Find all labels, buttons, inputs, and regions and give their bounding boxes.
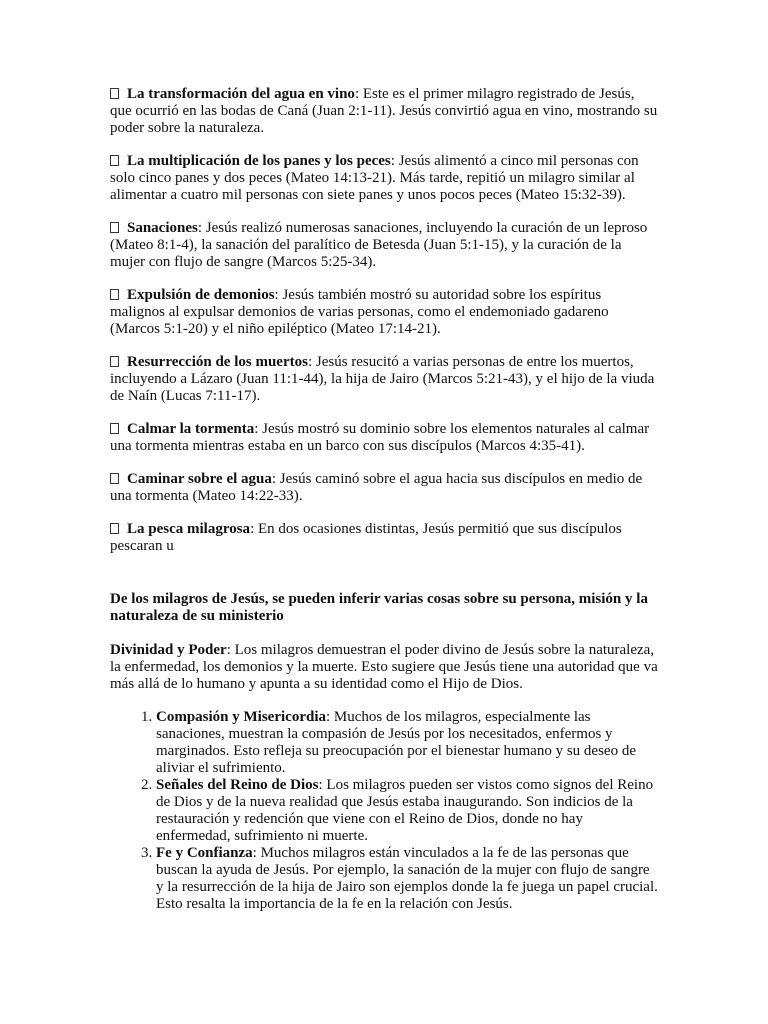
document-page xyxy=(110,86,658,913)
miracle-item xyxy=(110,521,658,555)
point-title: Señales del Reino de Dios xyxy=(156,777,319,793)
list-item xyxy=(156,845,658,913)
miracle-text: : Jesús realizó numerosas sanaciones, incluyendo la curación de un leproso (Mateo 8:1-4), la sanación del paralítico de Betesda (Juan 5:1-15), y la curación de la mujer con flujo de sangre (Marcos 5:25-34). xyxy=(110,220,648,270)
miracle-text: : Jesús mostró su dominio sobre los elementos naturales al calmar una tormenta mientras estaba en un barco con sus discípulos (Marcos 4:35-41). xyxy=(110,421,650,454)
miracle-title: Resurrección de los muertos xyxy=(127,354,308,370)
miracle-item xyxy=(110,421,658,455)
miracle-title: La multiplicación de los panes y los peces xyxy=(127,153,391,169)
miracle-title: Expulsión de demonios xyxy=(127,287,275,303)
miracle-list xyxy=(110,86,658,555)
miracle-item xyxy=(110,354,658,405)
miracle-text: : Jesús resucitó a varias personas de entre los muertos, incluyendo a Lázaro (Juan 11:1-44), la hija de Jairo (Marcos 5:21-43), y el hijo de la viuda de Naín (Lucas 7:11-17). xyxy=(110,354,655,404)
point-text: : Muchos de los milagros, especialmente las sanaciones, muestran la compasión de Jesús por los necesitados, enfermos y marginados. Esto refleja su preocupación por el bienestar humano y su deseo de aliviar el sufrimiento. xyxy=(156,709,636,776)
missing-glyph-icon xyxy=(110,473,119,484)
miracle-text: : Jesús también mostró su autoridad sobre los espíritus malignos al expulsar demonios de varias personas, como el endemoniado gadareno (Marcos 5:1-20) y el niño epiléptico (Mateo 17:14-21). xyxy=(110,287,609,337)
miracle-item xyxy=(110,287,658,338)
missing-glyph-icon xyxy=(110,523,119,534)
miracle-title: La pesca milagrosa xyxy=(127,521,251,537)
point-text: : Muchos milagros están vinculados a la fe de las personas que buscan la ayuda de Jesús. Por ejemplo, la sanación de la mujer con flujo de sangre y la resurrección de la hija de Jairo son ejemplos donde la fe juega un papel crucial. Esto resalta la importancia de la fe en la relación con Jesús. xyxy=(156,845,658,912)
miracle-title: La transformación del agua en vino xyxy=(127,86,355,102)
missing-glyph-icon xyxy=(110,289,119,300)
miracle-text: : En dos ocasiones distintas, Jesús permitió que sus discípulos pescaran u xyxy=(110,521,622,554)
miracle-item xyxy=(110,86,658,137)
point-title: Fe y Confianza xyxy=(156,845,253,861)
missing-glyph-icon xyxy=(110,155,119,166)
intro-title: Divinidad y Poder xyxy=(110,642,227,658)
miracle-title: Sanaciones xyxy=(127,220,198,236)
miracle-item xyxy=(110,471,658,505)
missing-glyph-icon xyxy=(110,356,119,367)
miracle-title: Calmar la tormenta xyxy=(127,421,255,437)
miracle-text: : Jesús alimentó a cinco mil personas con solo cinco panes y dos peces (Mateo 14:13-21). Más tarde, repitió un milagro similar al alimentar a cuatro mil personas con siete panes y unos pocos peces (Mateo 15:32-39). xyxy=(110,153,639,203)
missing-glyph-icon xyxy=(110,423,119,434)
miracle-item xyxy=(110,153,658,204)
miracle-title: Caminar sobre el agua xyxy=(127,471,272,487)
miracle-text: : Jesús caminó sobre el agua hacia sus discípulos en medio de una tormenta (Mateo 14:22-33). xyxy=(110,471,643,504)
point-title: Compasión y Misericordia xyxy=(156,709,326,725)
intro-text: : Los milagros demuestran el poder divino de Jesús sobre la naturaleza, la enfermedad, los demonios y la muerte. Esto sugiere que Jesús tiene una autoridad que va más allá de lo humano y apunta a su identidad como el Hijo de Dios. xyxy=(110,642,658,692)
miracle-item xyxy=(110,220,658,271)
list-item xyxy=(156,777,658,845)
section-heading: De los milagros de Jesús, se pueden inferir varias cosas sobre su persona, misión y la naturaleza de su ministerio xyxy=(110,591,648,624)
missing-glyph-icon xyxy=(110,88,119,99)
missing-glyph-icon xyxy=(110,222,119,233)
list-item xyxy=(156,709,658,777)
point-text: : Los milagros pueden ser vistos como signos del Reino de Dios y de la nueva realidad que Jesús estaba inaugurando. Son indicios de la restauración y redención que viene con el Reino de Dios, donde no hay enfermedad, sufrimiento ni muerte. xyxy=(156,777,654,844)
intro-paragraph xyxy=(110,642,658,693)
numbered-list xyxy=(110,709,658,913)
miracle-text: : Este es el primer milagro registrado de Jesús, que ocurrió en las bodas de Caná (Juan 2:1-11). Jesús convirtió agua en vino, mostrando su poder sobre la naturaleza. xyxy=(110,86,658,136)
